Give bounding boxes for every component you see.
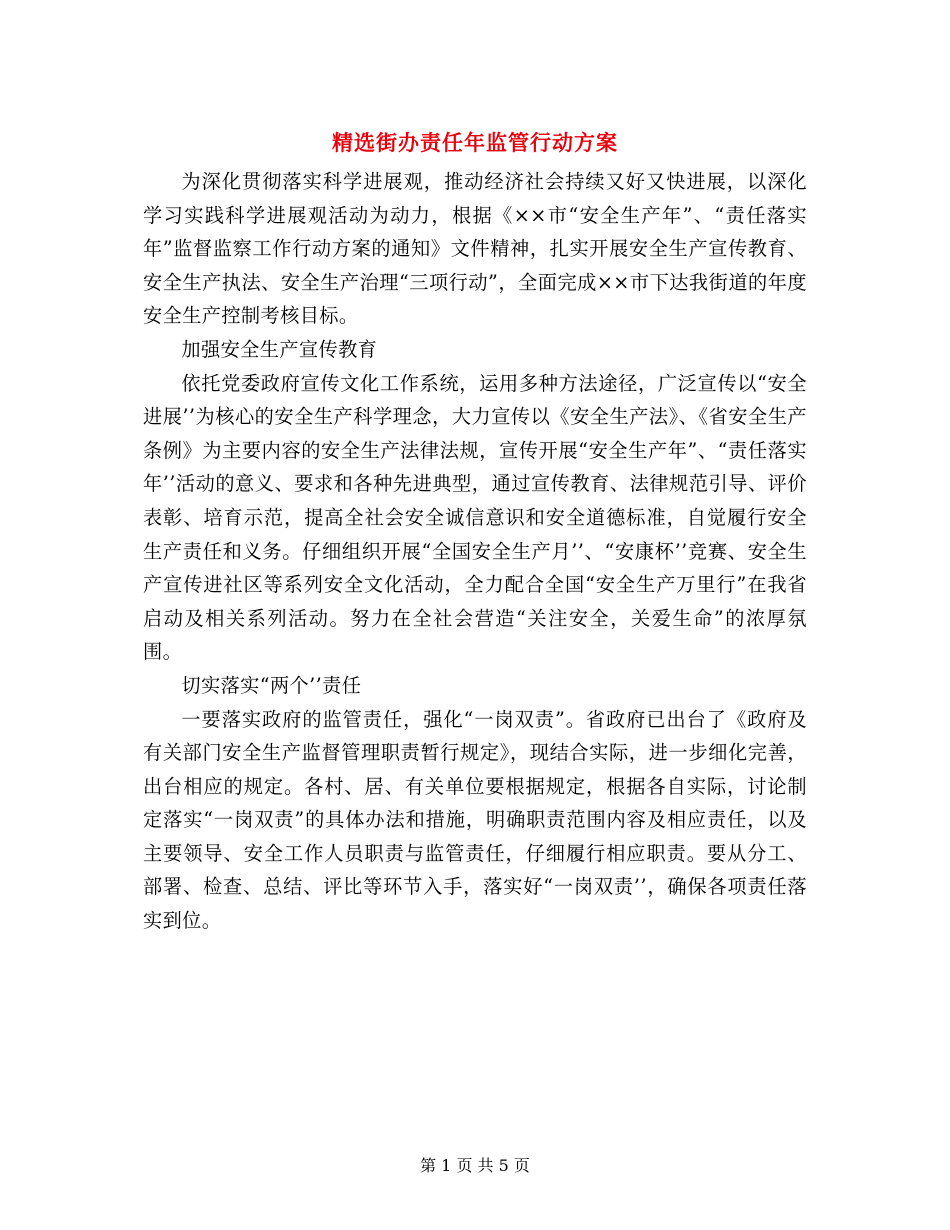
paragraph-responsibility: 一要落实政府的监管责任，强化“一岗双责”。省政府已出台了《政府及有关部门安全生产监督管理职责暂行规定》，现结合实际，进一步细化完善，出台相应的规定。各村、居、有关单位要根据规定，根据各自实际，讨论制定落实“一岗双责”的具体办法和措施，明确职责范围内容及相应责任，以及主要领导、安全工作人员职责与监管责任，仔细履行相应职责。要从分工、部署、检查、总结、评比等环节入手，落实好“一岗双责’’，确保各项责任落实到位。 [143,707,807,933]
paragraph-intro: 为深化贯彻落实科学进展观，推动经济社会持续又好又快进展，以深化学习实践科学进展观活动为动力，根据《××市“安全生产年”、“责任落实年”监督监察工作行动方案的通知》文件精神，扎实开展安全生产宣传教育、安全生产执法、安全生产治理“三项行动”，全面完成××市下达我街道的年度安全生产控制考核目标。 [143,170,807,328]
section-heading-publicity: 加强安全生产宣传教育 [181,337,378,361]
document-title: 精选街办责任年监管行动方案 [332,130,618,156]
page-number-footer: 第 1 页 共 5 页 [420,1156,530,1175]
document-body [143,165,807,938]
paragraph-publicity: 依托党委政府宣传文化工作系统，运用多种方法途径，广泛宣传以“安全进展’’为核心的安全生产科学理念，大力宣传以《安全生产法》、《省安全生产条例》为主要内容的安全生产法律法规，宣传开展“安全生产年”、“责任落实年’’活动的意义、要求和各种先进典型，通过宣传教育、法律规范引导、评价表彰、培育示范，提高全社会安全诚信意识和安全道德标准，自觉履行安全生产责任和义务。仔细组织开展“全国安全生产月’’、“安康杯’’竞赛、安全生产宣传进社区等系列安全文化活动，全力配合全国“安全生产万里行”在我省启动及相关系列活动。努力在全社会营造“关注安全，关爱生命”的浓厚氛围。 [143,371,807,664]
section-heading-responsibility: 切实落实“两个’’责任 [181,673,362,697]
